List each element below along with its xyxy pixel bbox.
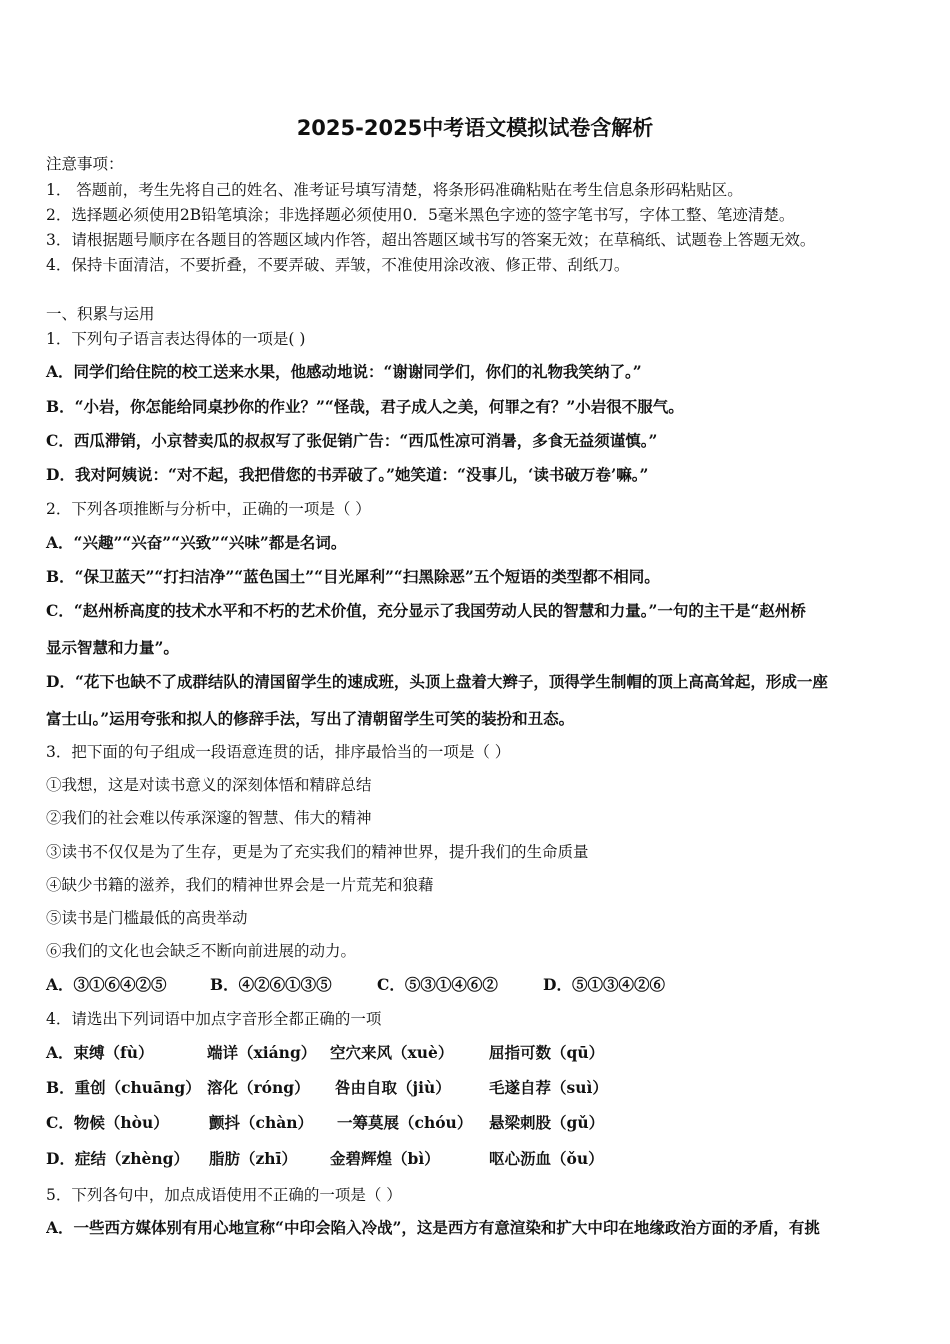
option-c-line2: 显示智慧和力量”。 (46, 638, 179, 657)
notice-item: 2．选择题必须使用2B铅笔填涂；非选择题必须使用0．5毫米黑色字迹的签字笔书写，字体工整、笔迹清楚。 (46, 206, 795, 224)
word-item: 空穴来风（xuè） (330, 1043, 454, 1062)
word-item: 毛遂自荐（suì） (489, 1078, 608, 1097)
option-b: B．“小岩，你怎能给同桌抄你的作业？”“怪哉，君子成人之美，何罪之有？”小岩很不服气。 (46, 397, 684, 416)
notice-item: 3．请根据题号顺序在各题目的答题区域内作答，超出答题区域书写的答案无效；在草稿纸、试题卷上答题无效。 (46, 231, 816, 249)
word-item: 金碧辉煌（bì） (330, 1149, 440, 1168)
word-item: A．束缚（fù） (46, 1043, 154, 1062)
option-c: C．西瓜滞销，小京替卖瓜的叔叔写了张促销广告：“西瓜性凉可消暑，多食无益须谨慎。” (46, 431, 658, 450)
section-heading: 一、积累与运用 (46, 305, 155, 323)
option-c: C．⑤③①④⑥② (377, 975, 498, 994)
notice-item: 4．保持卡面清洁，不要折叠，不要弄破、弄皱，不准使用涂改液、修正带、刮纸刀。 (46, 256, 630, 274)
question-stem: 2．下列各项推断与分析中，正确的一项是（ ） (46, 500, 371, 518)
sentence-item: ①我想，这是对读书意义的深刻体悟和精辟总结 (46, 776, 372, 794)
sentence-item: ②我们的社会难以传承深邃的智慧、伟大的精神 (46, 809, 372, 827)
page-title: 2025-2025中考语文模拟试卷含解析 (296, 116, 654, 140)
word-item: D．症结（zhèng） (46, 1149, 189, 1168)
question-stem: 1．下列句子语言表达得体的一项是( ) (46, 330, 306, 348)
word-item: 溶化（róng） (207, 1078, 310, 1097)
option-d: D．⑤①③④②⑥ (543, 975, 665, 994)
word-item: 脂肪（zhī） (209, 1149, 297, 1168)
option-b: B．④②⑥①③⑤ (210, 975, 332, 994)
option-d-line2: 富士山。”运用夸张和拟人的修辞手法，写出了清朝留学生可笑的装扮和丑态。 (46, 709, 575, 728)
option-c-line1: C．“赵州桥高度的技术水平和不朽的艺术价值，充分显示了我国劳动人民的智慧和力量。”一句的主干是“赵州桥 (46, 601, 806, 620)
word-item: 一筹莫展（chóu） (337, 1113, 473, 1132)
option-a: A．同学们给住院的校工送来水果，他感动地说：“谢谢同学们，你们的礼物我笑纳了。” (46, 362, 642, 381)
option-d: D．我对阿姨说：“对不起，我把借您的书弄破了。”她笑道：“没事儿，‘读书破万卷’嘛。” (46, 465, 649, 484)
option-b: B．“保卫蓝天”“打扫洁净”“蓝色国土”“目光犀利”“扫黑除恶”五个短语的类型都不相同。 (46, 567, 660, 586)
sentence-item: ⑤读书是门槛最低的高贵举动 (46, 909, 248, 927)
sentence-item: ⑥我们的文化也会缺乏不断向前进展的动力。 (46, 942, 357, 960)
notice-item: 1． 答题前，考生先将自己的姓名、准考证号填写清楚，将条形码准确粘贴在考生信息条形码粘贴区。 (46, 181, 743, 199)
question-stem: 4．请选出下列词语中加点字音形全都正确的一项 (46, 1010, 382, 1028)
word-item: 呕心沥血（ǒu） (489, 1149, 604, 1168)
word-item: 咎由自取（jiù） (335, 1078, 451, 1097)
word-item: 端详（xiáng） (207, 1043, 317, 1062)
sentence-item: ④缺少书籍的滋养，我们的精神世界会是一片荒芜和狼藉 (46, 876, 434, 894)
question-stem: 5．下列各句中，加点成语使用不正确的一项是（ ） (46, 1186, 402, 1204)
word-item: 悬梁刺股（gǔ） (489, 1113, 605, 1132)
question-stem: 3．把下面的句子组成一段语意连贯的话，排序最恰当的一项是（ ） (46, 743, 511, 761)
word-item: 屈指可数（qū） (489, 1043, 605, 1062)
word-item: 颤抖（chàn） (209, 1113, 314, 1132)
option-a: A．③①⑥④②⑤ (46, 975, 167, 994)
word-item: B．重创（chuāng） (46, 1078, 201, 1097)
word-item: C．物候（hòu） (46, 1113, 169, 1132)
option-d-line1: D．“花下也缺不了成群结队的清国留学生的速成班，头顶上盘着大辫子，顶得学生制帽的顶上高高耸起，形成一座 (46, 672, 828, 691)
sentence-item: ③读书不仅仅是为了生存，更是为了充实我们的精神世界，提升我们的生命质量 (46, 843, 589, 861)
option-a: A．一些西方媒体别有用心地宣称“中印会陷入冷战”，这是西方有意渲染和扩大中印在地缘政治方面的矛盾，有挑 (46, 1218, 820, 1237)
option-a: A．“兴趣”“兴奋”“兴致”“兴味”都是名词。 (46, 533, 347, 552)
notice-heading: 注意事项： (46, 155, 124, 173)
